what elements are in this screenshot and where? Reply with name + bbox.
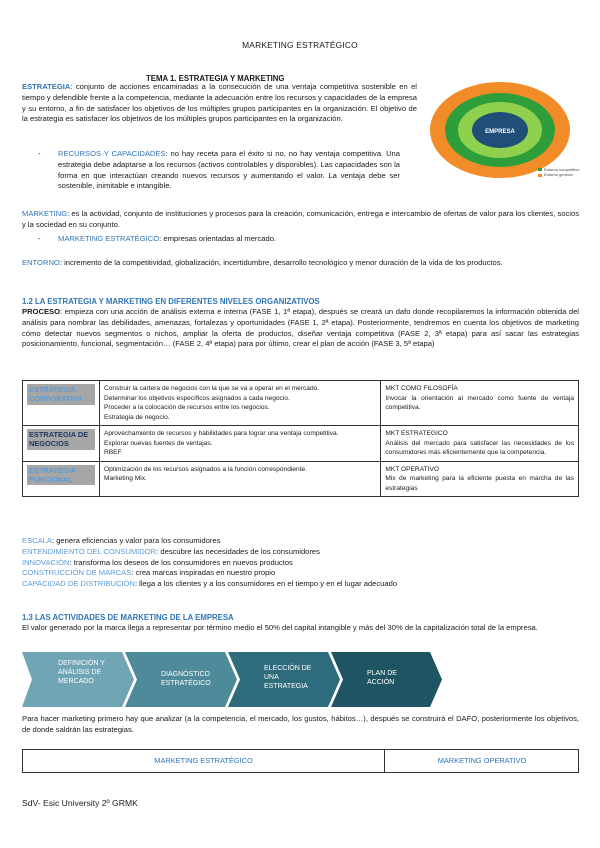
table-cell-description bbox=[99, 426, 380, 462]
chevron-step-1 bbox=[22, 652, 132, 707]
legend-swatch-green bbox=[538, 168, 542, 171]
table-row bbox=[23, 426, 579, 462]
legend-item-general: Entorno general bbox=[538, 172, 579, 177]
bullet-dash: - bbox=[38, 149, 41, 158]
marketing-estrategico-cell: MARKETING ESTRATÉGICO bbox=[154, 756, 253, 765]
list-item bbox=[22, 547, 579, 558]
item-label: INNOVACIÓN bbox=[22, 557, 70, 567]
desc-line: Marketing Mix. bbox=[103, 475, 147, 483]
strategy-levels-table bbox=[22, 380, 579, 497]
table-row bbox=[23, 381, 579, 426]
wheel-center-label: EMPRESA bbox=[485, 129, 515, 135]
desc-line: Optimización de los recursos asignados a la función correspondiente. bbox=[103, 465, 308, 473]
chevron-label: PLAN DE ACCIÓN bbox=[367, 670, 397, 687]
level-corporativa: ESTRATEGIA CORPORATIVA bbox=[27, 384, 95, 405]
section-1-title: TEMA 1. ESTRATEGIA Y MARKETING bbox=[146, 74, 285, 83]
proceso-paragraph bbox=[22, 307, 579, 350]
item-text: : llega a los clientes y a los consumidores en el tiempo y en el lugar adecuado bbox=[134, 579, 398, 589]
estrategia-paragraph bbox=[22, 82, 417, 125]
item-label: ENTENDIMIENTO DEL CONSUMIDOR bbox=[22, 546, 157, 556]
table-cell-description bbox=[99, 381, 380, 426]
chevron-step-3 bbox=[228, 652, 338, 707]
marketing-operativo-cell: MARKETING OPERATIVO bbox=[437, 756, 527, 765]
mkt-estrategico-label: MARKETING ESTRATÉGICO bbox=[58, 234, 160, 243]
proceso-label: PROCESO bbox=[22, 307, 60, 316]
item-text: : transforma los deseos de los consumidores en nuevos productos bbox=[69, 557, 293, 567]
desc-line: Proceder a la colocación de recursos entre los negocios. bbox=[103, 404, 270, 412]
mkt-text: Invocar la orientación al mercado como fuente de ventaja competitiva. bbox=[385, 394, 574, 412]
list-item bbox=[22, 568, 579, 579]
list-item bbox=[22, 558, 579, 569]
section-3-outro: Para hacer marketing primero hay que analizar (a la competencia, el mercado, los gustos, hábitos…), después se construirá el DAFO, posteriormente los objetivos, de donde saldrán las estrategias. bbox=[22, 714, 579, 734]
desc-line: Construir la cartera de negocios con la que se va a operar en el mercado. bbox=[103, 385, 320, 392]
chevron-label: DEFINICIÓN Y ANÁLISIS DE MERCADO bbox=[58, 660, 105, 686]
entorno-paragraph bbox=[22, 258, 579, 269]
mkt-text: Mix de marketing para la eficiente puesta en marcha de las estrategias bbox=[385, 475, 574, 492]
marketing-label: MARKETING bbox=[22, 209, 68, 218]
desc-line: Explorar nuevas fuentes de ventajas. bbox=[103, 439, 213, 447]
list-item bbox=[22, 536, 579, 547]
level-negocios: ESTRATEGIA DE NEGOCIOS bbox=[27, 429, 95, 450]
page-footer: SdV- Esic University 2º GRMK bbox=[22, 798, 138, 808]
mkt-title: MKT ESTRATEGICO bbox=[385, 430, 448, 438]
recursos-text: : no hay receta para el éxito si no, no hay ventaja competitiva. Una estrategia debe adaptarse a los recursos (activos controlables y disponibles). Las capacidades son la forma en que interactúan creando nuevos recursos y aumentando el valor. La ventaja debe ser sostenible, inimitable e intangible. bbox=[58, 149, 400, 191]
chevron-step-2 bbox=[125, 652, 235, 707]
table-cell-mkt bbox=[381, 461, 579, 497]
process-chevrons bbox=[22, 652, 442, 707]
mkt-title: MKT OPERATIVO bbox=[385, 465, 439, 473]
mkt-estrategico-text: : empresas orientadas al mercado. bbox=[159, 234, 277, 243]
table-cell-mkt bbox=[381, 381, 579, 426]
wheel-legend bbox=[538, 167, 579, 177]
item-text: : descubre las necesidades de los consumidores bbox=[156, 546, 320, 556]
entorno-label: ENTORNO bbox=[22, 258, 60, 267]
bullet-dash: - bbox=[38, 234, 41, 243]
recursos-paragraph bbox=[58, 149, 400, 192]
section-3-title: 1.3 LAS ACTIVIDADES DE MARKETING DE LA EMPRESA bbox=[22, 613, 234, 622]
entorno-text: : incremento de la competitividad, globalización, incertidumbre, desarrollo tecnológico y menor duración de la vida de los productos. bbox=[59, 258, 503, 267]
desc-line: Determinar los objetivos específicos asignados a cada negocio. bbox=[103, 394, 290, 402]
chevron-label: DIAGNÓSTICO ESTRATÉGICO bbox=[161, 671, 211, 688]
item-text: : genera eficiencias y valor para los consumidores bbox=[51, 536, 221, 545]
table-row bbox=[23, 461, 579, 497]
table-cell-level bbox=[23, 461, 100, 497]
table-cell-mkt bbox=[381, 426, 579, 462]
mkt-title: MKT COMO FILOSOFÍA bbox=[385, 385, 458, 392]
desc-line: RBEF bbox=[103, 449, 122, 457]
table-cell-description bbox=[99, 461, 380, 497]
estrategia-label: ESTRATEGIA bbox=[22, 82, 71, 91]
desc-line: Estrategia de negocio. bbox=[103, 413, 170, 421]
level-funcional: ESTRATEGIA FUNCIONAL bbox=[27, 465, 95, 486]
mkt-estrategico-line bbox=[58, 234, 558, 245]
legend-item-competitivo: Entorno competitivo bbox=[538, 167, 579, 172]
list-item bbox=[22, 579, 579, 590]
legend-swatch-orange bbox=[538, 174, 542, 177]
item-label: ESCALA bbox=[22, 536, 52, 545]
section-3-intro: El valor generado por la marca llega a representar por término medio el 50% del capital intangible y más del 30% de la capitalización total de la empresa. bbox=[22, 623, 538, 632]
chevron-step-4 bbox=[331, 652, 441, 707]
recursos-label: RECURSOS Y CAPACIDADES bbox=[58, 149, 166, 158]
item-label: CAPACIDAD DE DISTRIBUCIÓN bbox=[22, 579, 135, 589]
table-cell-level bbox=[23, 381, 100, 426]
marketing-text: : es la actividad, conjunto de instituciones y procesos para la creación, comunicación, entrega e intercambio de ofertas de valor para los clientes, socios y la sociedad en su conjunto. bbox=[22, 209, 579, 229]
item-label: CONSTRUCCIÓN DE MARCAS bbox=[22, 568, 132, 578]
capability-list bbox=[22, 536, 579, 590]
mkt-text: Análisis del mercado para satisfacer las necesidades de los consumidores más eficientemente que la competencia. bbox=[385, 439, 574, 457]
proceso-text: : empieza con una acción de análisis externa e interna (FASE 1, 1ª etapa), después se creará un dafo donde recopilaremos la información obtenida del análisis para nombrar las debilidades, amenazas, fortalezas y oportunidades (FASE 1, 2ª etapa). Posteriormente, tendremos en cuenta los objetivos de marketing cómo detectar nuevos segmentos o nichos, ampliar la oferta de productos, diseñar ventaja competitiva (FASE 2, 3ª etapa) para así sacar las estrategias posicionamiento, funcional, segmentación… (FASE 2, 4ª etapa) para por último, crear el plan de acción (FASE 3, 5ª etapa) bbox=[22, 307, 579, 349]
estrategia-text: : conjunto de acciones encaminadas a la consecución de una ventaja competitiva sostenible en el tiempo y defendible frente a la competencia, mediante la adecuación entre los recursos y capacidades de la empresa y su entorno, a fin de satisfacer los objetivos de los múltiples grupos participantes en la organización. El objetivo de la estrategia es satisfacer los objetivos de los múltiples grupos participantes en la organización. bbox=[22, 82, 417, 124]
chevron-label: ELECCIÓN DE UNA ESTRATEGIA bbox=[264, 665, 312, 691]
item-text: : crea marcas inspiradas en nuestro propio bbox=[131, 568, 276, 578]
marketing-types-table bbox=[22, 749, 579, 773]
document-title: MARKETING ESTRATÉGICO bbox=[242, 40, 358, 50]
desc-line: Aprovechamiento de recursos y habilidades para lograr una ventaja competitiva. bbox=[103, 430, 339, 438]
strategy-wheel-diagram bbox=[428, 80, 578, 180]
table-cell-level bbox=[23, 426, 100, 462]
section-2-title: 1.2 LA ESTRATEGIA Y MARKETING EN DIFERENTES NIVELES ORGANIZATIVOS bbox=[22, 297, 320, 306]
marketing-paragraph bbox=[22, 209, 579, 231]
